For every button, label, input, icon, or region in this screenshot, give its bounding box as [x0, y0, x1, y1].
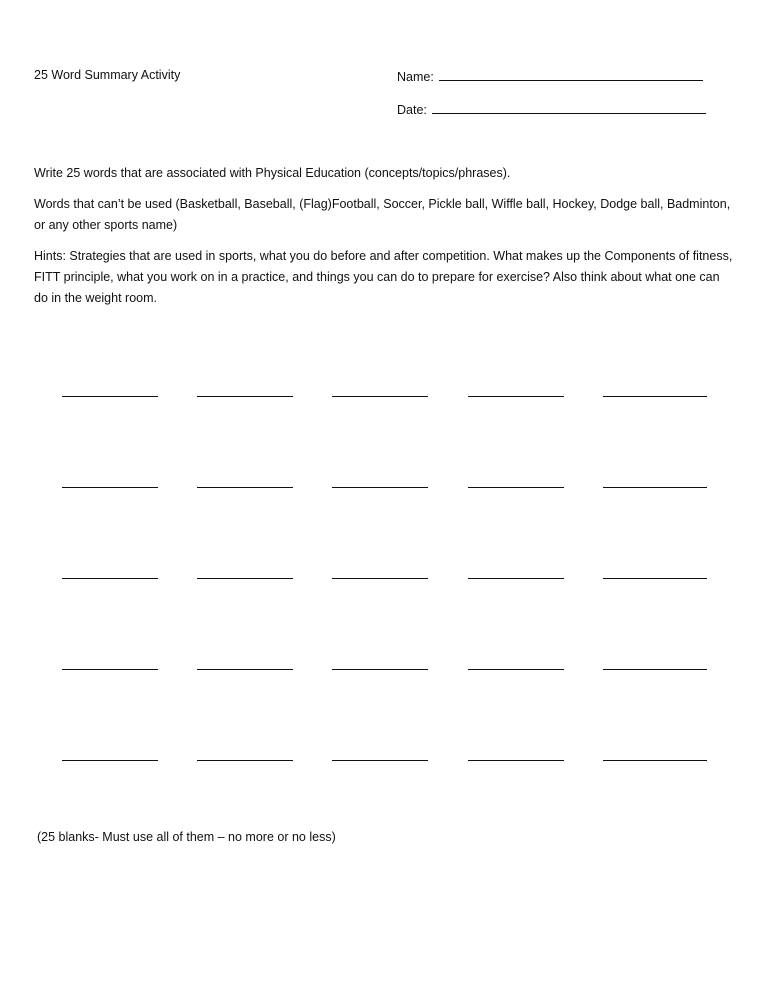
excluded-words-paragraph: Words that can’t be used (Basketball, Baseball, (Flag)Football, Soccer, Pickle ball, Wiffle ball, Hockey, Dodge ball, Badminton, or any other sports name) — [34, 197, 731, 232]
word-blank[interactable] — [603, 669, 707, 670]
word-blank[interactable] — [603, 396, 707, 397]
word-blank[interactable] — [62, 396, 158, 397]
blank-row — [62, 669, 722, 760]
word-blank[interactable] — [332, 578, 428, 579]
name-label: Name: — [397, 70, 434, 84]
word-blank[interactable] — [197, 487, 293, 488]
word-blank[interactable] — [62, 487, 158, 488]
footer-note: (25 blanks- Must use all of them – no more or no less) — [37, 830, 336, 844]
date-blank-line[interactable] — [432, 101, 706, 114]
hints-paragraph: Hints: Strategies that are used in sports, what you do before and after competition. What makes up the Components of fitness, FITT principle, what you work on in a practice, and things you can do to prepare for exercise? Also think about what one can do in the weight room. — [34, 249, 733, 305]
word-blank[interactable] — [332, 487, 428, 488]
worksheet-title: 25 Word Summary Activity — [34, 68, 181, 82]
date-label: Date: — [397, 103, 427, 117]
word-blank[interactable] — [603, 760, 707, 761]
blank-row — [62, 396, 722, 487]
word-blank[interactable] — [468, 760, 564, 761]
word-blank[interactable] — [62, 578, 158, 579]
name-blank-line[interactable] — [439, 68, 703, 81]
blank-row — [62, 487, 722, 578]
word-blank[interactable] — [468, 578, 564, 579]
word-blank[interactable] — [197, 760, 293, 761]
blank-row — [62, 578, 722, 669]
word-blank[interactable] — [197, 578, 293, 579]
word-blank[interactable] — [468, 396, 564, 397]
instruction-paragraph: Write 25 words that are associated with Physical Education (concepts/topics/phrases). — [34, 166, 511, 180]
word-blank[interactable] — [332, 396, 428, 397]
word-blank[interactable] — [197, 396, 293, 397]
word-blank[interactable] — [197, 669, 293, 670]
word-blank[interactable] — [332, 669, 428, 670]
word-blank[interactable] — [62, 760, 158, 761]
name-field — [397, 68, 703, 84]
word-blank[interactable] — [603, 578, 707, 579]
word-blank[interactable] — [468, 487, 564, 488]
word-blanks-grid — [62, 396, 722, 851]
word-blank[interactable] — [603, 487, 707, 488]
word-blank[interactable] — [332, 760, 428, 761]
word-blank[interactable] — [62, 669, 158, 670]
word-blank[interactable] — [468, 669, 564, 670]
date-field — [397, 101, 706, 117]
